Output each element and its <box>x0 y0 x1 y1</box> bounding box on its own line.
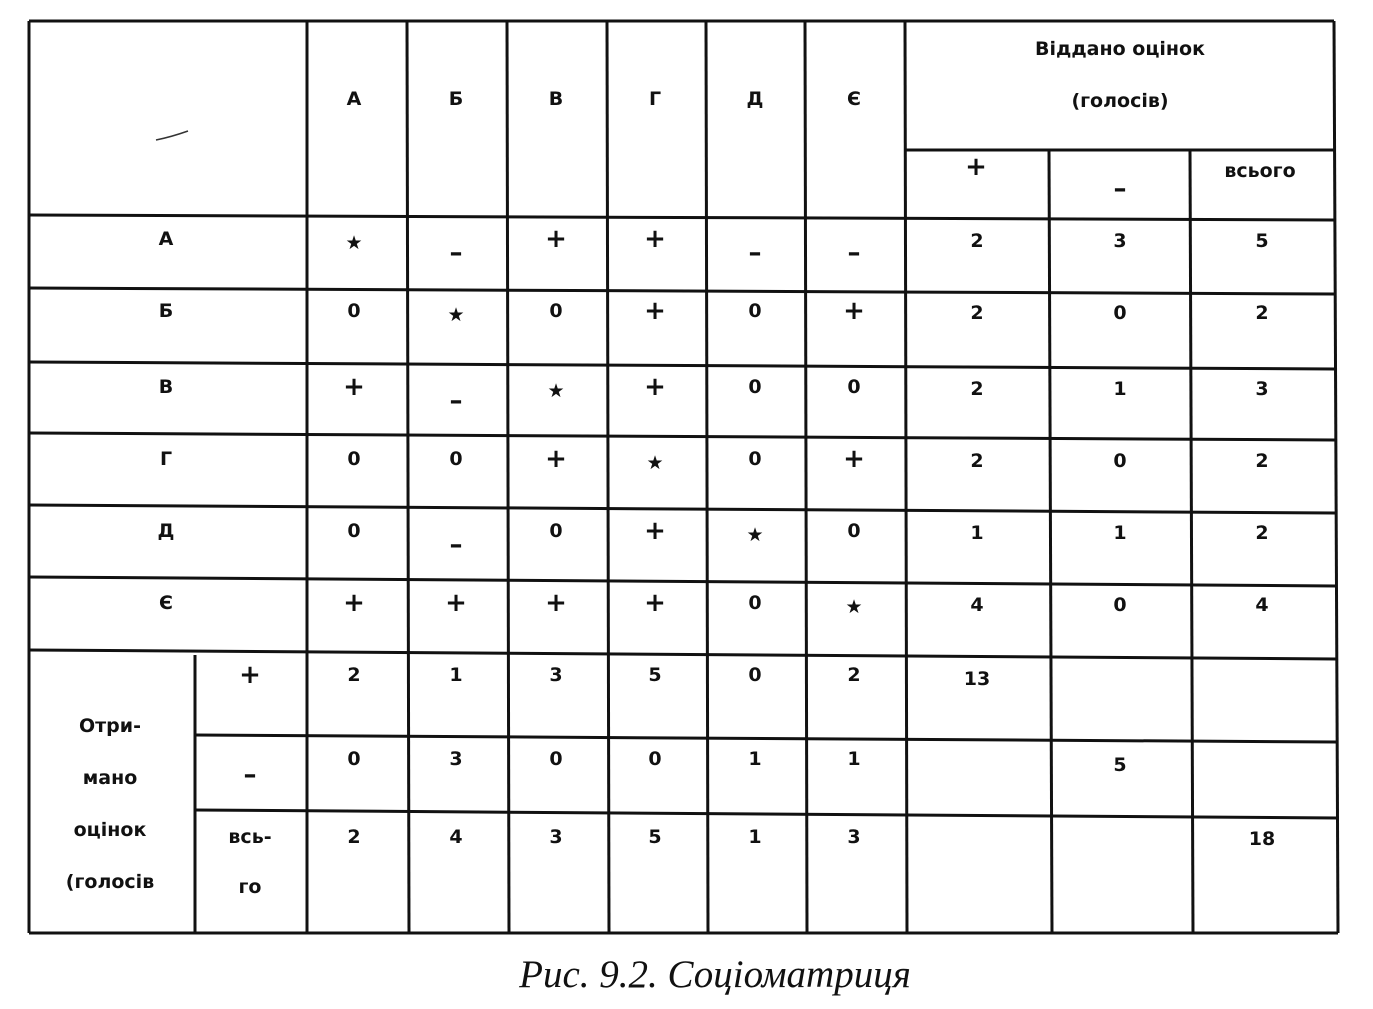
received-cell: 2 <box>347 826 361 848</box>
received-cell: 2 <box>847 664 861 686</box>
given-total-header: всього <box>1224 160 1296 182</box>
given-total-cell: 3 <box>1255 378 1269 400</box>
given-total-cell: 2 <box>1255 450 1269 472</box>
given-total-cell: 2 <box>1255 522 1269 544</box>
matrix-cell: + <box>644 372 666 402</box>
received-cell: 1 <box>847 748 861 770</box>
given-minus-cell: 1 <box>1113 522 1127 544</box>
given-plus-cell: 2 <box>970 302 984 324</box>
column-header: Д <box>746 88 764 110</box>
matrix-cell: 0 <box>347 520 361 542</box>
matrix-cell: + <box>343 588 365 618</box>
received-cell: 1 <box>449 664 463 686</box>
matrix-cell: – <box>847 238 861 268</box>
received-cell: 4 <box>449 826 463 848</box>
given-minus-cell: 0 <box>1113 450 1127 472</box>
given-minus-cell: 0 <box>1113 302 1127 324</box>
received-cell: 5 <box>648 664 662 686</box>
received-label-line2: мано <box>82 767 138 789</box>
row-label: В <box>158 376 174 398</box>
given-plus-cell: 1 <box>970 522 984 544</box>
matrix-cell: 0 <box>847 520 861 542</box>
column-header: Є <box>847 88 861 110</box>
matrix-cell: + <box>843 444 865 474</box>
received-cell: 0 <box>748 664 762 686</box>
received-row-label: всь- <box>228 826 272 848</box>
matrix-cell: + <box>545 224 567 254</box>
received-label-line4: (голосів <box>65 871 155 893</box>
column-header: Б <box>448 88 464 110</box>
row-label: Г <box>159 448 173 470</box>
matrix-cell: 0 <box>847 376 861 398</box>
matrix-cell: 0 <box>347 448 361 470</box>
matrix-cell: 0 <box>748 300 762 322</box>
matrix-cell: 0 <box>347 300 361 322</box>
received-row-label: + <box>239 660 261 690</box>
received-label-line1: Отри- <box>79 715 141 737</box>
row-label: Є <box>159 592 173 614</box>
matrix-cell: ★ <box>547 380 565 402</box>
row-label: Д <box>157 520 175 542</box>
given-minus-cell: 0 <box>1113 594 1127 616</box>
matrix-cell: ★ <box>345 232 363 254</box>
row-label: А <box>158 228 174 250</box>
given-plus-cell: 4 <box>970 594 984 616</box>
given-minus-cell: 1 <box>1113 378 1127 400</box>
received-cell: 3 <box>449 748 463 770</box>
received-row-label: го <box>238 876 262 898</box>
given-title-line2: (голосів) <box>1071 90 1169 112</box>
matrix-cell: – <box>449 238 463 268</box>
matrix-cell: + <box>545 588 567 618</box>
matrix-cell: + <box>343 372 365 402</box>
received-cell: 3 <box>549 826 563 848</box>
matrix-cell: – <box>748 238 762 268</box>
matrix-cell: 0 <box>549 520 563 542</box>
stray-mark <box>155 130 189 142</box>
received-cell: 0 <box>648 748 662 770</box>
matrix-cell: – <box>449 386 463 416</box>
received-cell: 3 <box>549 664 563 686</box>
matrix-cell: + <box>445 588 467 618</box>
row-label: Б <box>158 300 174 322</box>
matrix-cell: + <box>644 516 666 546</box>
matrix-cell: – <box>449 530 463 560</box>
matrix-cell: + <box>843 296 865 326</box>
matrix-cell: 0 <box>748 376 762 398</box>
received-row-label: – <box>243 760 257 790</box>
matrix-cell: + <box>644 296 666 326</box>
matrix-cell: 0 <box>748 592 762 614</box>
matrix-cell: 0 <box>748 448 762 470</box>
column-header: А <box>346 88 362 110</box>
given-total-cell: 2 <box>1255 302 1269 324</box>
given-title-line1: Віддано оцінок <box>1034 38 1206 60</box>
received-cell: 0 <box>549 748 563 770</box>
matrix-cell: ★ <box>746 524 764 546</box>
matrix-cell: ★ <box>845 596 863 618</box>
given-plus-cell: 2 <box>970 230 984 252</box>
matrix-cell: 0 <box>549 300 563 322</box>
received-cell: 1 <box>748 748 762 770</box>
received-cell: 5 <box>648 826 662 848</box>
given-total-cell: 5 <box>1255 230 1269 252</box>
column-header: В <box>548 88 564 110</box>
received-cell: 0 <box>347 748 361 770</box>
given-minus-cell: 3 <box>1113 230 1127 252</box>
received-cell: 1 <box>748 826 762 848</box>
matrix-cell: + <box>644 588 666 618</box>
column-header: Г <box>648 88 662 110</box>
received-total-cell: 18 <box>1248 828 1276 850</box>
figure-caption: Рис. 9.2. Соціоматриця <box>519 953 911 996</box>
given-plus-cell: 2 <box>970 378 984 400</box>
matrix-cell: ★ <box>447 304 465 326</box>
given-minus-header: – <box>1113 174 1127 204</box>
received-cell: 2 <box>347 664 361 686</box>
matrix-cell: 0 <box>449 448 463 470</box>
matrix-cell: ★ <box>646 452 664 474</box>
received-plus-cell: 13 <box>963 668 991 690</box>
given-total-cell: 4 <box>1255 594 1269 616</box>
received-cell: 3 <box>847 826 861 848</box>
matrix-cell: + <box>545 444 567 474</box>
given-plus-header: + <box>965 152 987 182</box>
received-minus-cell: 5 <box>1113 754 1127 776</box>
received-label-line3: оцінок <box>73 819 147 841</box>
matrix-cell: + <box>644 224 666 254</box>
given-plus-cell: 2 <box>970 450 984 472</box>
